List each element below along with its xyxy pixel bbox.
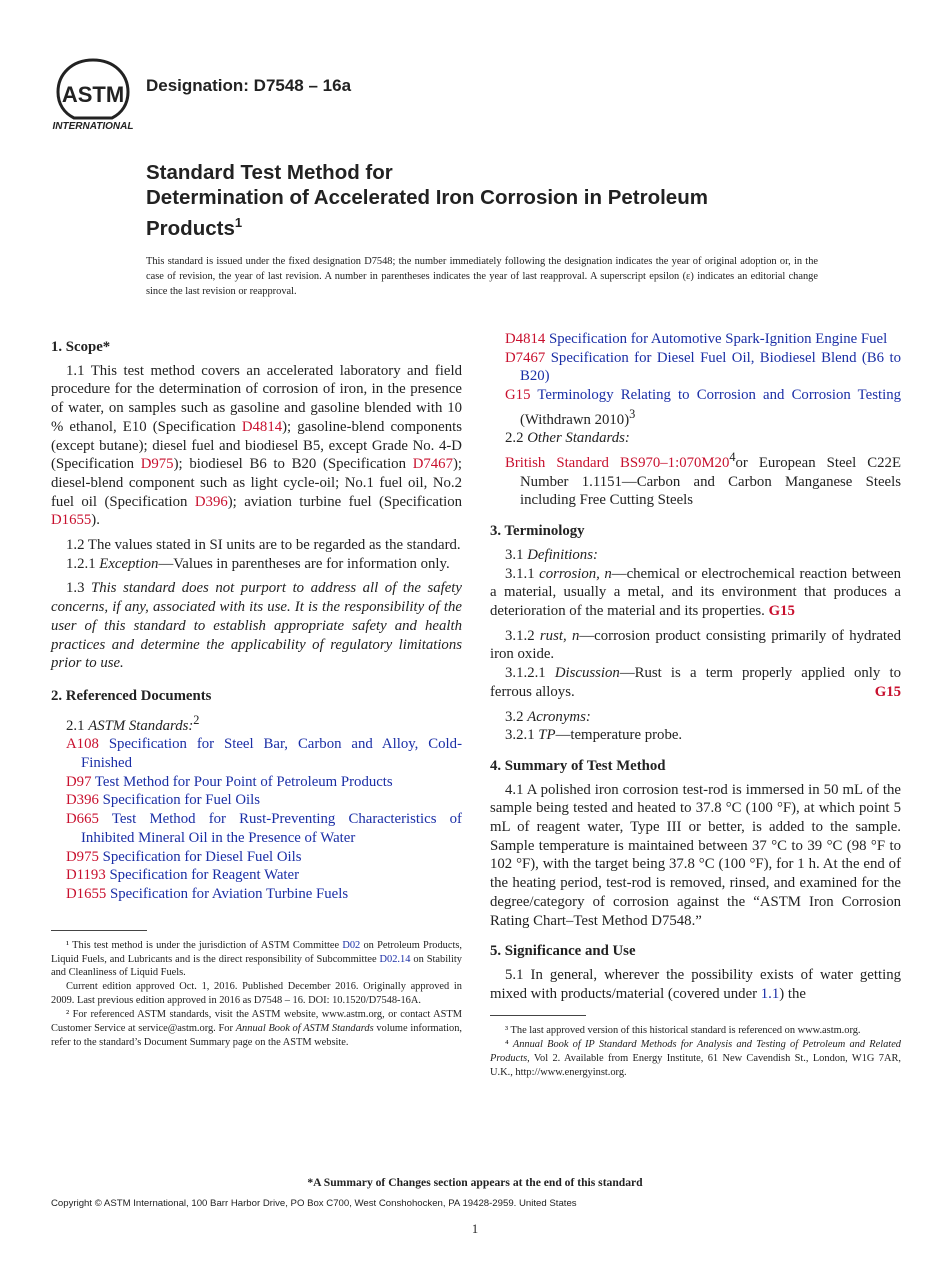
footnote-1: ¹ This test method is under the jurisdiction of ASTM Committee D02 on Petroleum Products, Liquid Fuels, and Lubricants and is the direct responsibility of Subcommittee D02.14 on Stability and Cleanliness of Liquid Fuels. (51, 939, 463, 979)
reference-list-left (51, 735, 462, 903)
reference-item (66, 791, 462, 810)
reference-title-link[interactable]: Specification for Steel Bar, Carbon and Alloy, Cold-Finished (81, 736, 462, 771)
footnote-3: ³ The last approved version of this historical standard is referenced on www.astm.org. (505, 1025, 861, 1037)
para-1-2-1: 1.2.1 Exception—Values in parentheses are for information only. (66, 555, 450, 572)
link-d396[interactable]: D396 (194, 493, 228, 510)
reference-list-right (490, 330, 901, 429)
link-d4814[interactable]: D4814 (241, 418, 283, 435)
reference-title-link[interactable]: Specification for Reagent Water (109, 867, 300, 884)
reference-footnote-ref[interactable]: 3 (629, 406, 636, 421)
link-d1655[interactable]: D1655 (51, 512, 92, 529)
reference-note: (Withdrawn 2010) (520, 411, 630, 428)
para-2-2: 2.2 Other Standards: (505, 430, 630, 447)
reference-code-link[interactable]: D1193 (66, 867, 106, 884)
para-3-1: 3.1 Definitions: (505, 546, 598, 563)
link-d975[interactable]: D975 (140, 456, 174, 473)
page-number: 1 (471, 1222, 479, 1236)
reference-code-link[interactable]: G15 (505, 387, 531, 404)
link-1-1[interactable]: 1.1 (760, 985, 780, 1002)
title-footnote-ref[interactable]: 1 (234, 215, 243, 230)
reference-title-link[interactable]: Specification for Diesel Fuel Oils (102, 848, 302, 865)
footnote-2: ² For referenced ASTM standards, visit the ASTM website, www.astm.org, or contact ASTM Customer Service at service@astm.org. For Annual Book of ASTM Standards volume information, refer to the standard’s Document Summary page on the ASTM website. (51, 1009, 462, 1048)
footnote-1-edition: Current edition approved Oct. 1, 2016. Published December 2016. Originally approved in 2009. Last previous edition approved in 2016 as D7548 – 16. DOI: 10.1520/D7548-16A. (51, 981, 462, 1007)
para-5-1: 5.1 In general, wherever the possibility exists of water getting mixed with products/material (covered under 1.1) the (490, 966, 901, 1002)
reference-title-link[interactable]: Specification for Fuel Oils (102, 792, 260, 809)
para-1-2: 1.2 The values stated in SI units are to be regarded as the standard. (66, 537, 461, 554)
reference-item (66, 885, 462, 904)
reference-code-link[interactable]: D1655 (66, 885, 107, 902)
other-standard-bs970: British Standard $BS970-1:070M20^4or$ European Steel C22E Number 1.1151—Carbon and Carbon Manganese Steels including Free Cutting Steels (505, 450, 901, 509)
para-4-1: 4.1 A polished iron corrosion test-rod is immersed in 50 mL of the sample being tested and heated to 37.8 °C (100 °F), at which point 5 mL of reagent water, Type III or better, is added to the sample. Sample temperature is maintained between 37 °C to 39 °C (98 °F to 102 °F), with the target being 37.8 °C (100 °F), for 1 h. At the end of the heating period, test-rod is removed, rinsed, and examined for the degree/category of corrosion against the “ASTM Iron Corrosion Rating Chart–Test Method D7548.” (490, 781, 901, 929)
title-line-3: Products$^1$ (146, 215, 243, 240)
right-column (490, 330, 901, 1080)
footnote-4: ⁴ Annual Book of IP Standard Methods for Analysis and Testing of Petroleum and Related Products, Vol 2. Available from Energy Institute, 61 New Cavendish St., London, W1G 7AR, U.K., http://www.energyinst.org. (490, 1039, 901, 1079)
reference-item (66, 735, 462, 772)
section-5-heading: 5. Significance and Use (490, 943, 636, 960)
reference-item (505, 330, 901, 349)
reference-item (505, 349, 901, 386)
reference-item (505, 386, 901, 429)
footnote-rule (51, 930, 147, 931)
reference-code-link[interactable]: D665 (66, 811, 99, 828)
para-3-2-1: 3.2.1 TP—temperature probe. (505, 727, 683, 744)
footnote-rule-right (490, 1015, 586, 1016)
title-line-1: Standard Test Method for (146, 161, 393, 184)
reference-title-link[interactable]: Test Method for Pour Point of Petroleum Products (94, 773, 393, 790)
title-line-2: Determination of Accelerated Iron Corrosion in Petroleum (146, 186, 708, 209)
link-d7467[interactable]: D7467 (412, 456, 453, 473)
para-3-1-2-1: 3.1.2.1 Discussion—Rust is a term properly applied only to ferrous alloys. G15 (490, 665, 901, 700)
reference-title-link[interactable]: Specification for Aviation Turbine Fuels (109, 885, 349, 902)
logo-subtext: INTERNATIONAL (52, 121, 134, 132)
reference-code-link[interactable]: D396 (66, 792, 99, 809)
para-3-1-2: 3.1.2 rust, n—corrosion product consisting primarily of hydrated iron oxide. (490, 627, 902, 663)
para-1-3: 1.3 This standard does not purport to address all of the safety concerns, if any, associated with its use. It is the responsibility of the user of this standard to establish appropriate safety and health practices and determine the applicability of regulatory limitations prior to use. (51, 580, 462, 672)
reference-item (66, 773, 462, 792)
section-3-heading: 3. Terminology (490, 523, 585, 540)
reference-code-link[interactable]: D975 (66, 848, 99, 865)
link-d02-14[interactable]: D02.14 (379, 953, 411, 965)
reference-title-link[interactable]: Test Method for Rust-Preventing Characteristics of Inhibited Mineral Oil in the Presence of Water (81, 811, 462, 846)
reference-item (66, 848, 462, 867)
reference-title-link[interactable]: Specification for Diesel Fuel Oil, Biodiesel Blend (B6 to B20) (520, 349, 901, 385)
section-1-heading: 1. Scope* (51, 339, 111, 355)
designation: Designation: D7548 – 16a (146, 76, 352, 95)
section-4-heading: 4. Summary of Test Method (490, 757, 666, 774)
para-1-1: 1.1 This test method covers an accelerated laboratory and field procedure for the determination of corrosion of iron, in the presence of water, on samples such as gasoline and gasoline blended with 10 % ethanol, E10 (Specification D4814); gasoline-blend components (except butane); diesel fuel and biodiesel B5, except Grade No. 4-D (Specification D975); biodiesel B6 to B20 (Specification D7467); diesel-blend component such as light cycle-oil; No.1 fuel oil, No.2 fuel oil (Specification D396); aviation turbine fuel (Specification D1655). (51, 362, 463, 529)
reference-code-link[interactable]: D4814 (505, 331, 546, 347)
link-g15-a[interactable]: G15 (768, 602, 795, 619)
summary-of-changes-note: *A Summary of Changes section appears at the end of this standard (307, 1176, 643, 1189)
link-bs970[interactable]: British Standard BS970–1:070M20 (505, 455, 730, 472)
link-d02[interactable]: D02 (342, 939, 361, 951)
reference-title-link[interactable]: Specification for Automotive Spark-Ignition Engine Fuel (548, 331, 888, 347)
reference-item (66, 810, 462, 847)
issuance-notice: This standard is issued under the fixed designation D7548; the number immediately following the designation indicates the year of original adoption or, in the case of revision, the year of last revision. A number in parentheses indicates the year of last reapproval. A superscript epsilon (ε) indicates an editorial change since the last revision or reapproval. (146, 256, 818, 297)
reference-item (66, 866, 462, 885)
reference-code-link[interactable]: D7467 (505, 349, 546, 366)
reference-code-link[interactable]: A108 (66, 736, 99, 753)
reference-code-link[interactable]: D97 (66, 773, 92, 790)
astm-logo (52, 58, 134, 132)
link-g15-b[interactable]: G15 (874, 683, 901, 700)
para-3-2: 3.2 Acronyms: (505, 708, 591, 725)
logo-text: ASTM (61, 82, 125, 107)
para-2-1: 2.1 ASTM Standards:$^2$ (66, 712, 200, 734)
left-column (51, 330, 462, 1050)
reference-title-link[interactable]: Terminology Relating to Corrosion and Corrosion Testing (537, 387, 901, 404)
section-2-heading: 2. Referenced Documents (51, 687, 212, 704)
copyright-line: Copyright © ASTM International, 100 Barr Harbor Drive, PO Box C700, West Conshohocken, PA 19428-2959. United States (51, 1198, 577, 1209)
para-3-1-1: 3.1.1 corrosion, n—chemical or electrochemical reaction between a material, usually a metal, and its environment that produces a deterioration of the material and its properties. G15 (490, 565, 902, 619)
document-title (146, 160, 866, 241)
